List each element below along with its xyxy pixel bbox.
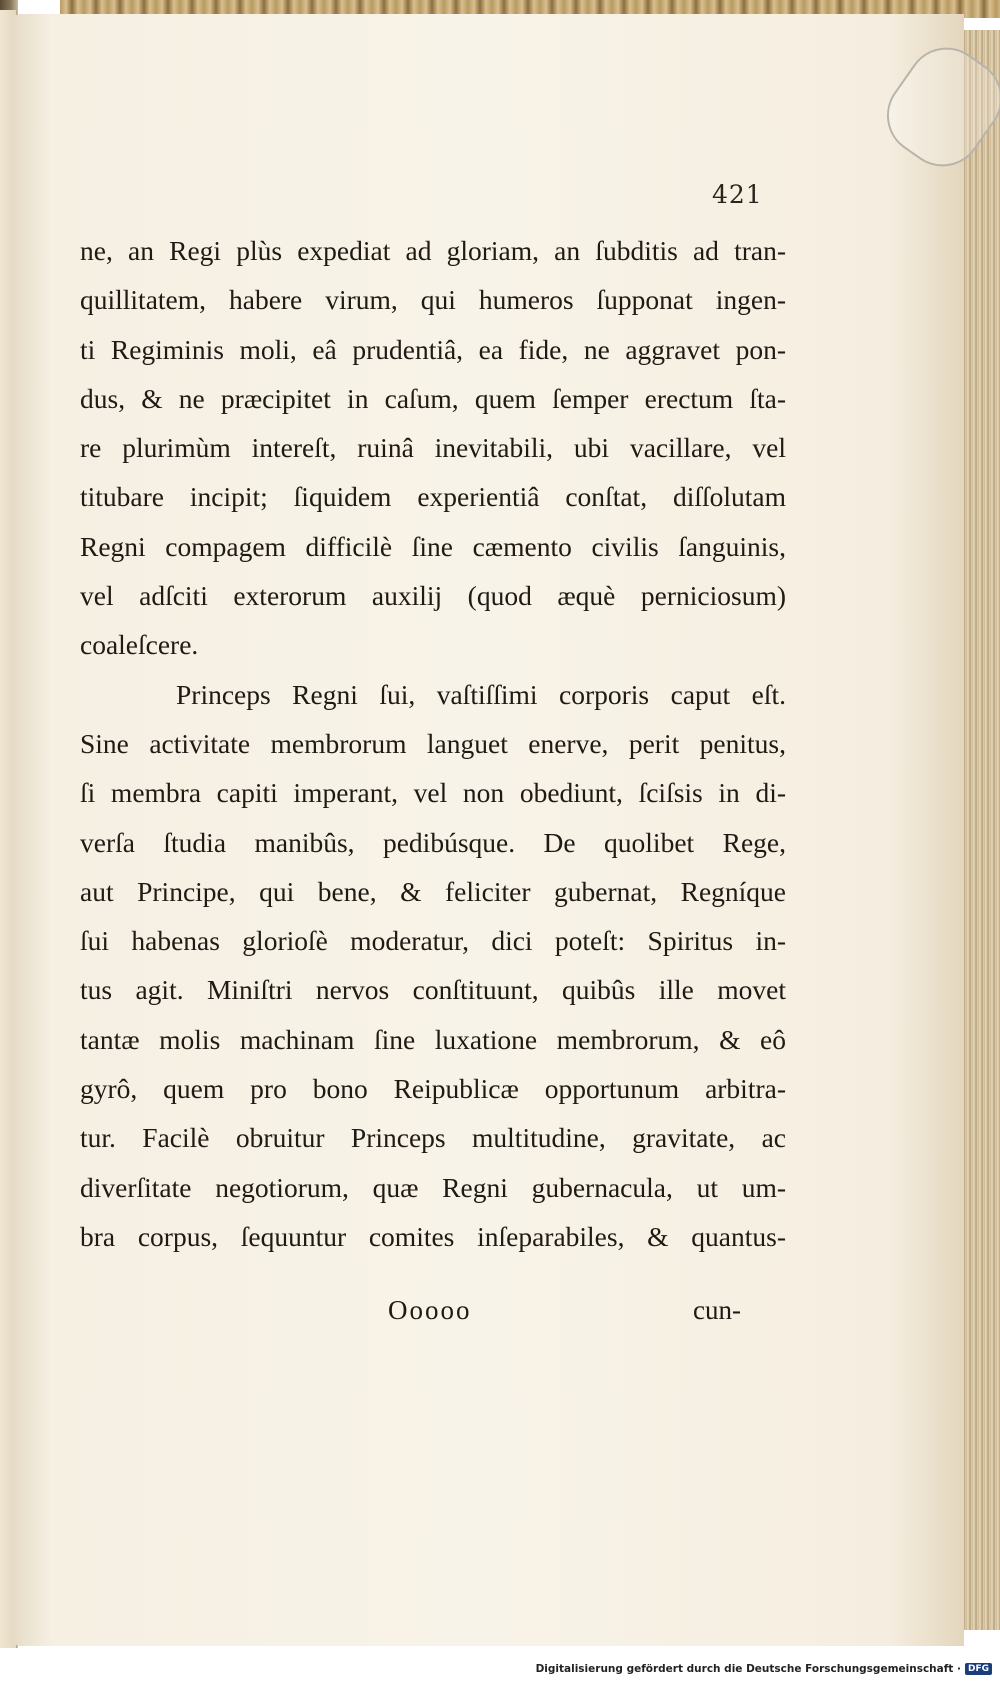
text-line: gyrô, quem pro bono Reipublicæ opportunum arbitra- (80, 1073, 786, 1105)
text-line: bra corpus, ſequuntur comites inſeparabiles, & quantus- (80, 1220, 786, 1252)
text-line: re plurimùm intereſt, ruinâ inevitabili, ubi vacillare, vel (80, 432, 786, 464)
text-line: tantæ molis machinam ſine luxatione membrorum, & eô (80, 1023, 786, 1055)
text-line: quillitatem, habere virum, qui humeros ſupponat ingen- (80, 284, 786, 316)
signature-mark: Ooooo (388, 1295, 472, 1325)
text-line: Regni compagem difficilè ſine cæmento civilis ſanguinis, (80, 530, 786, 562)
text-line: tur. Facilè obruitur Princeps multitudine, gravitate, ac (80, 1122, 786, 1154)
text-line: diverſitate negotiorum, quæ Regni gubernacula, ut um- (80, 1171, 786, 1203)
text-line: ſui habenas glorioſè moderatur, dici poteſt: Spiritus in- (80, 925, 786, 957)
credit-text: Digitalisierung gefördert durch die Deutsche Forschungsgemeinschaft · (535, 1663, 961, 1675)
dfg-logo-icon: DFG (965, 1663, 992, 1675)
page-stack-edges (960, 30, 1000, 1630)
text-line: aut Principe, qui bene, & feliciter gubernat, Regníque (80, 875, 786, 907)
text-line: verſa ſtudia manibûs, pedibúsque. De quolibet Rege, (80, 826, 786, 858)
page-number: 421 (712, 180, 763, 209)
text-line: dus, & ne præcipitet in caſum, quem ſemper erectum ſta- (80, 382, 786, 414)
text-line: vel adſciti exterorum auxilij (quod æquè perniciosum) (80, 580, 786, 612)
text-line: titubare incipit; ſiquidem experientiâ conſtat, diſſolutam (80, 481, 786, 513)
text-line: ti Regiminis moli, eâ prudentiâ, ea fide, ne aggravet pon- (80, 333, 786, 365)
body-text (80, 226, 786, 1261)
text-line: ne, an Regi plùs expediat ad gloriam, an ſubditis ad tran- (80, 235, 786, 266)
text-line: ſi membra capiti imperant, vel non obediunt, ſciſsis in di- (80, 777, 786, 809)
paragraph-start-line: Princeps Regni ſui, vaſtiſſimi corporis caput eſt. (176, 678, 786, 710)
text-line: coaleſcere. (80, 629, 199, 661)
text-line: tus agit. Miniſtri nervos conſtituunt, quibûs ille movet (80, 974, 786, 1006)
text-line: Sine activitate membrorum languet enerve, perit penitus, (80, 727, 786, 759)
digitization-credit (536, 1663, 992, 1675)
catchword: cun- (693, 1295, 741, 1325)
